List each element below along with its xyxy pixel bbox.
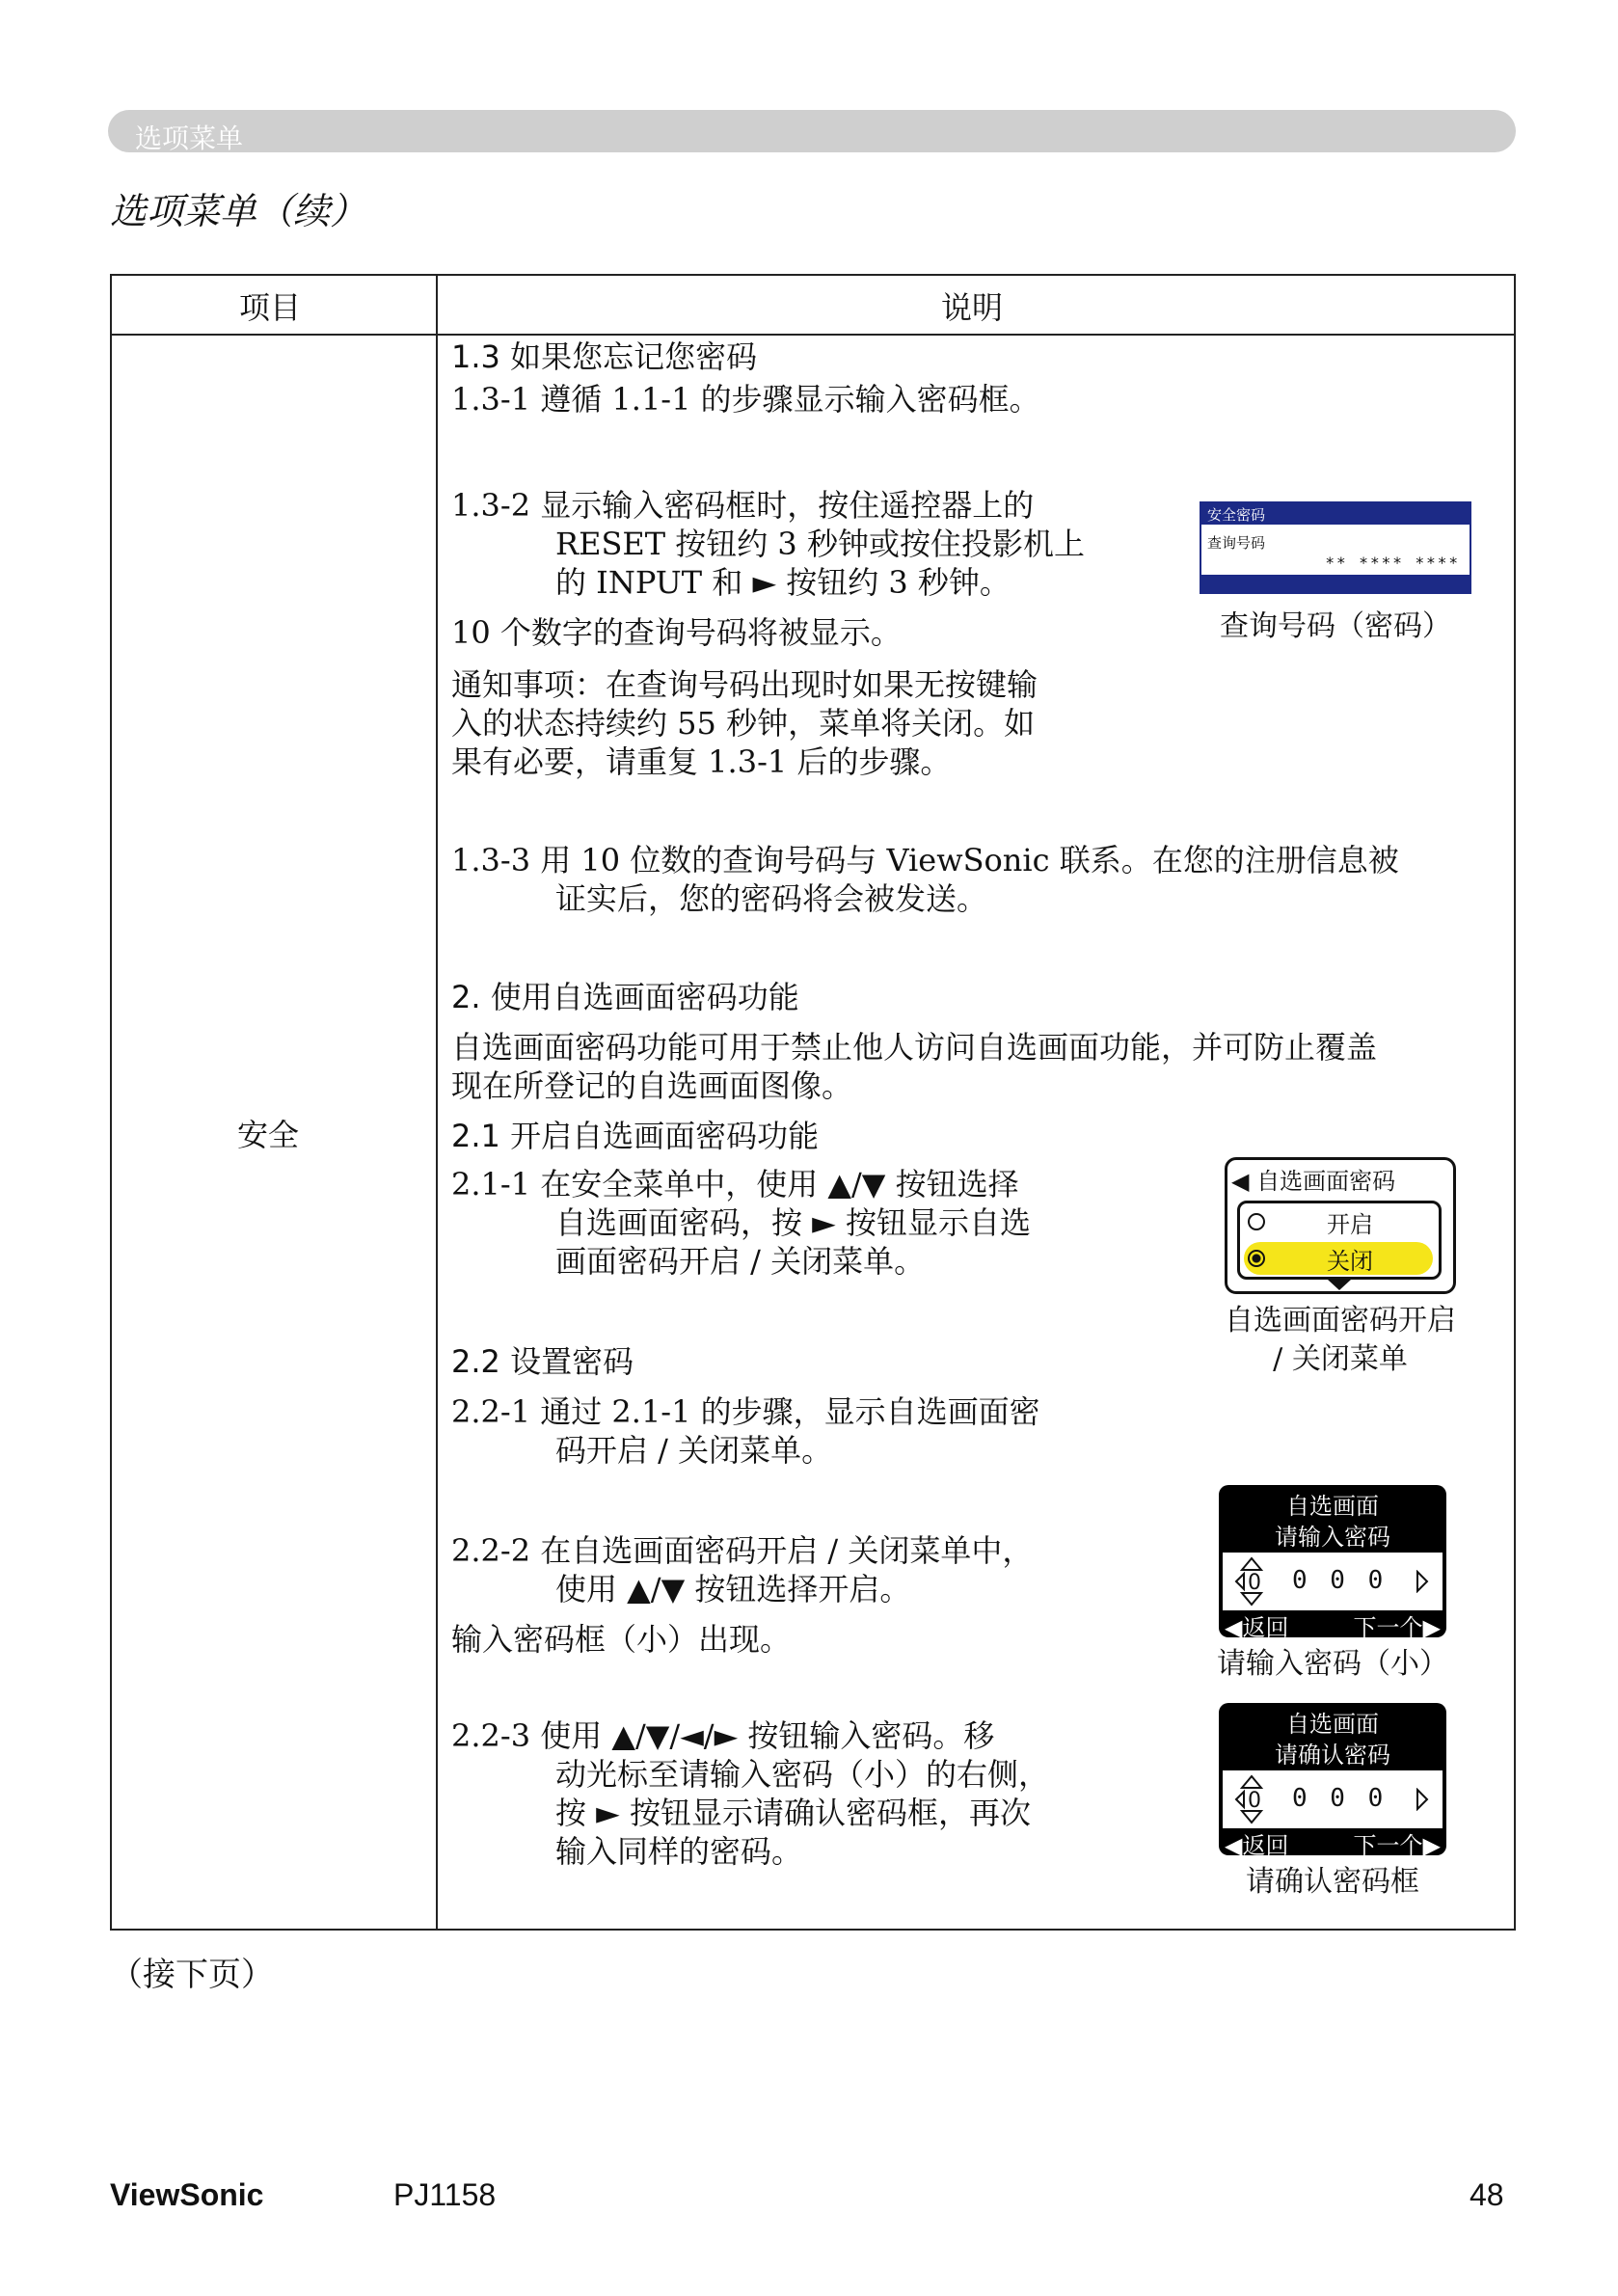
- confirm-password-dialog: [1219, 1703, 1446, 1859]
- step-2-2-2-line1: 2.2-2 在自选画面密码开启 / 关闭菜单中，: [451, 1532, 1034, 1569]
- step-2-2-1-line1: 2.2-1 通过 2.1-1 的步骤，显示自选画面密: [451, 1393, 1040, 1430]
- password-onoff-menu: [1225, 1157, 1456, 1294]
- triangle-right-icon: [1416, 1570, 1429, 1593]
- dialog-title-bar: [1201, 503, 1470, 525]
- password-digits: 0 0 0: [1292, 1784, 1388, 1813]
- heading-2-1: 2.1 开启自选画面密码功能: [451, 1118, 820, 1154]
- query-number-caption: 查询号码（密码）: [1220, 609, 1451, 643]
- enter-password-dialog: [1219, 1485, 1446, 1641]
- query-number-code: ** **** ****: [1325, 554, 1460, 572]
- step-2-1-1-line3: 画面密码开启 / 关闭菜单。: [555, 1243, 926, 1280]
- column-header-description: 说明: [941, 289, 1004, 326]
- radio-off-icon: [1248, 1213, 1265, 1230]
- footer-brand: ViewSonic: [110, 2177, 264, 2212]
- next-button[interactable]: 下一个▶: [1353, 1832, 1441, 1859]
- step-2-1-1-line2: 自选画面密码，按 ► 按钮显示自选: [555, 1204, 1031, 1241]
- section-label: 选项菜单: [135, 122, 244, 154]
- svg-text:0: 0: [1248, 1789, 1261, 1813]
- option-off[interactable]: 关闭: [1327, 1248, 1373, 1275]
- dialog-footer-bar: [1201, 575, 1470, 592]
- onoff-caption-line1: 自选画面密码开启: [1225, 1304, 1456, 1337]
- continued-note: （接下页）: [110, 1956, 274, 1994]
- step-1-3-2-line3: 的 INPUT 和 ► 按钮约 3 秒钟。: [555, 564, 1011, 601]
- section-bar: [108, 110, 1516, 152]
- enter-password-caption: 请输入密码（小）: [1217, 1647, 1448, 1681]
- section-2-line2: 现在所登记的自选画面图像。: [451, 1067, 853, 1104]
- notice-line3: 果有必要，请重复 1.3-1 后的步骤。: [451, 743, 952, 780]
- updown-cursor-icon: [1232, 1556, 1271, 1607]
- password-digits: 0 0 0: [1292, 1566, 1388, 1595]
- step-2-1-1-line1: 2.1-1 在安全菜单中，使用 ▲/▼ 按钮选择: [451, 1166, 1019, 1202]
- back-button[interactable]: ◀返回: [1225, 1614, 1289, 1641]
- step-1-3-2-line1: 1.3-2 显示输入密码框时，按住遥控器上的: [451, 487, 1035, 524]
- step-2-2-3-line3: 按 ► 按钮显示请确认密码框，再次: [555, 1795, 1031, 1831]
- query-number-label: 查询号码: [1207, 534, 1266, 552]
- step-2-2-1-line2: 码开启 / 关闭菜单。: [555, 1432, 833, 1469]
- step-1-3-2-result: 10 个数字的查询号码将被显示。: [451, 614, 902, 651]
- dialog-line1: 自选画面: [1286, 1711, 1379, 1738]
- step-2-2-3-line2: 动光标至请输入密码（小）的右侧，: [555, 1756, 1050, 1793]
- next-label: 下一个: [1353, 1832, 1423, 1859]
- dialog-line2: 请输入密码: [1275, 1524, 1390, 1551]
- heading-1-3: 1.3 如果您忘记您密码: [451, 338, 758, 375]
- onoff-caption-line2: / 关闭菜单: [1273, 1342, 1408, 1376]
- header-divider: [112, 334, 1514, 336]
- dialog-line1: 自选画面: [1286, 1493, 1379, 1520]
- radio-selected-icon: [1248, 1250, 1265, 1267]
- menu-title: [1231, 1162, 1395, 1196]
- section-2-line1: 自选画面密码功能可用于禁止他人访问自选画面功能，并可防止覆盖: [451, 1029, 1378, 1066]
- option-on[interactable]: 开启: [1327, 1211, 1373, 1238]
- back-label: 返回: [1242, 1614, 1289, 1641]
- triangle-left-icon: ◀: [1231, 1168, 1250, 1195]
- step-2-2-3-line4: 输入同样的密码。: [555, 1833, 803, 1870]
- confirm-password-caption: 请确认密码框: [1246, 1865, 1419, 1899]
- step-1-3-1: 1.3-1 遵循 1.1-1 的步骤显示输入密码框。: [451, 381, 1040, 418]
- query-number-dialog: [1200, 501, 1471, 594]
- updown-cursor-icon: [1232, 1774, 1271, 1824]
- notice-line2: 入的状态持续约 55 秒钟，菜单将关闭。如: [451, 705, 1036, 742]
- step-2-2-2-result: 输入密码框（小）出现。: [451, 1621, 792, 1658]
- notice-line1: 通知事项：在查询号码出现时如果无按键输: [451, 666, 1038, 703]
- menu-title-text: 自选画面密码: [1256, 1168, 1396, 1195]
- back-label: 返回: [1242, 1832, 1289, 1859]
- item-security: 安全: [237, 1117, 300, 1153]
- step-2-2-2-line2: 使用 ▲/▼ 按钮选择开启。: [555, 1571, 911, 1607]
- heading-2: 2. 使用自选画面密码功能: [451, 979, 799, 1015]
- triangle-right-icon: [1416, 1788, 1429, 1811]
- heading-2-2: 2.2 设置密码: [451, 1343, 634, 1380]
- next-label: 下一个: [1353, 1614, 1423, 1641]
- back-button[interactable]: ◀返回: [1225, 1832, 1289, 1859]
- dialog-line2: 请确认密码: [1275, 1742, 1390, 1769]
- dialog-title: 安全密码: [1207, 506, 1266, 524]
- step-1-3-3-line1: 1.3-3 用 10 位数的查询号码与 ViewSonic 联系。在您的注册信息被: [451, 842, 1399, 878]
- step-1-3-3-line2: 证实后，您的密码将会被发送。: [555, 880, 988, 917]
- password-field[interactable]: [1223, 1770, 1443, 1828]
- options-frame: [1237, 1201, 1442, 1280]
- triangle-down-icon: [1328, 1280, 1351, 1291]
- footer-model: PJ1158: [393, 2177, 497, 2212]
- password-field[interactable]: [1223, 1553, 1443, 1610]
- step-2-2-3-line1: 2.2-3 使用 ▲/▼/◄/► 按钮输入密码。移: [451, 1717, 995, 1754]
- page-number: 48: [1470, 2177, 1504, 2212]
- next-button[interactable]: 下一个▶: [1353, 1614, 1441, 1641]
- step-1-3-2-line2: RESET 按钮约 3 秒钟或按住投影机上: [555, 526, 1085, 562]
- column-header-item: 项目: [239, 289, 302, 326]
- column-divider: [436, 276, 438, 1929]
- svg-text:0: 0: [1248, 1571, 1261, 1595]
- page-title: 选项菜单（续）: [110, 190, 367, 232]
